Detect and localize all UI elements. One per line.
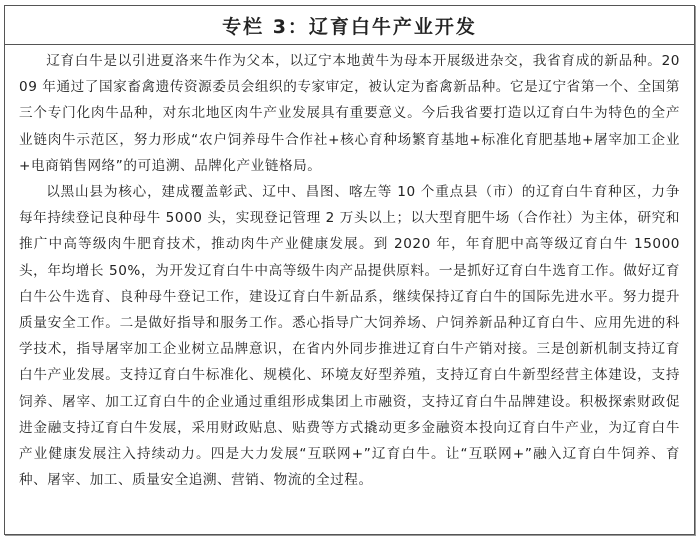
paragraph-intro: 辽育白牛是以引进夏洛来牛作为父本，以辽宁本地黄牛为母本开展级进杂交，我省育成的新品种。2009 年通过了国家畜禽遗传资源委员会组织的专家审定，被认定为畜禽新品种。它是辽宁省第一个、全国第三个专门化肉牛品种，对东北地区肉牛产业发展具有重要意义。今后我省要打造以辽育白牛为特色的全产业链肉牛示范区，努力形成“农户饲养母牛合作社+核心育种场繁育基地+标准化育肥基地+屠宰加工企业+电商销售网络”的可追溯、品牌化产业链格局。 (19, 53, 680, 174)
box-body (5, 45, 694, 493)
paragraph-development-plan: 以黑山县为核心，建成覆盖彰武、辽中、昌图、喀左等 10 个重点县（市）的辽育白牛育种区，力争每年持续登记良种母牛 5000 头，实现登记管理 2 万头以上；以大型育肥牛场（合作社）为主体，研究和推广中高等级肉牛肥育技术，推动肉牛产业健康发展。到 2020 年，年育肥中高等级辽育白牛 15000 头，年均增长 50%，为开发辽育白牛中高等级牛肉产品提供原料。一是抓好辽育白牛选育工作。做好辽育白牛公牛选育、良种母牛登记工作，建设辽育白牛新品系，继续保持辽育白牛的国际先进水平。努力提升质量安全工作。二是做好指导和服务工作。悉心指导广大饲养场、户饲养新品种辽育白牛、应用先进的科学技术，指导屠宰加工企业树立品牌意识，在省内外同步推进辽育白牛产销对接。三是创新机制支持辽育白牛产业发展。支持辽育白牛标准化、规模化、环境友好型养殖，支持辽育白牛新型经营主体建设，支持饲养、屠宰、加工辽育白牛的企业通过重组形成集团上市融资，支持辽育白牛品牌建设。积极探索财政促进金融支持辽育白牛发展，采用财政贴息、贴费等方式撬动更多金融资本投向辽育白牛产业，为辽育白牛产业健康发展注入持续动力。四是大力发展“互联网+”辽育白牛。让“互联网+”融入辽育白牛饲养、育种、屠宰、加工、质量安全追溯、营销、物流的全过程。 (19, 184, 680, 489)
box-title: 专栏 3：辽育白牛产业开发 (5, 6, 694, 45)
feature-box (4, 5, 695, 535)
